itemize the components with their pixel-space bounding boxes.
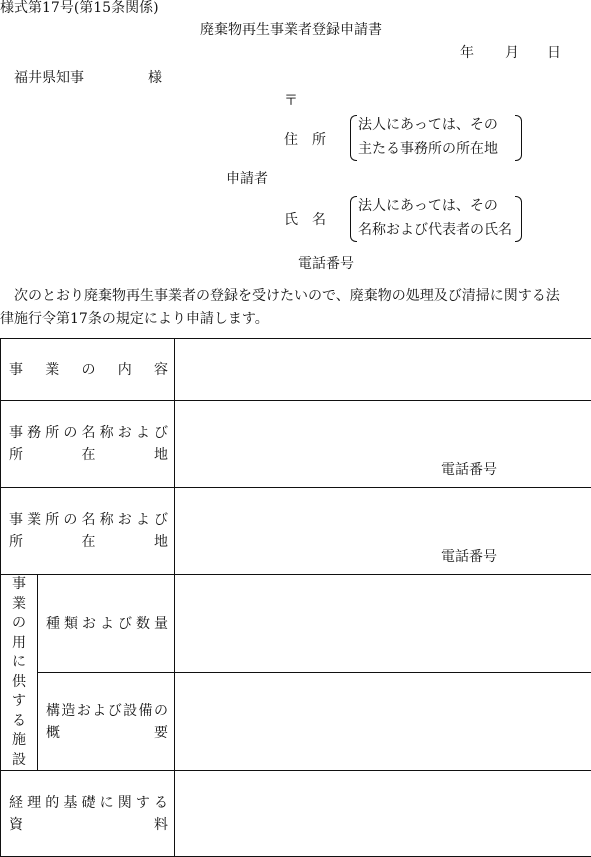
right-bracket: [515, 196, 522, 242]
left-bracket: [350, 196, 357, 242]
row-business-content: [1, 339, 591, 401]
name-note-line: 名称および代表者の氏名: [358, 222, 512, 238]
address-note-line: 主たる事務所の所在地: [358, 141, 498, 157]
addressee: 福井県知事: [14, 70, 84, 86]
document-title: 廃棄物再生事業者登録申請書: [200, 22, 382, 38]
label-line: 事 業 の 内 容: [1, 359, 174, 381]
form-number: 様式第17号(第15条関係): [0, 0, 159, 16]
row-facility-kind: [1, 575, 591, 673]
label-line: 資 料: [1, 814, 174, 836]
name-note: [350, 196, 522, 242]
address-note: [350, 115, 522, 161]
label-facility-struct: [38, 673, 175, 771]
field-business-content[interactable]: [175, 339, 591, 401]
right-bracket: [515, 115, 522, 161]
office-phone-label: 電話番号: [441, 459, 497, 479]
label-office: [1, 401, 175, 488]
request-statement: [0, 285, 591, 331]
phone-label: 電話番号: [298, 256, 354, 272]
label-line: 経 理 的 基 礎 に 関 す る: [1, 792, 174, 814]
applicant-label: 申請者: [226, 171, 268, 187]
left-bracket: [350, 115, 357, 161]
label-line: 所 在 地: [1, 531, 174, 553]
address-note-line: 法人にあっては、その: [358, 117, 498, 133]
honorific: 様: [148, 70, 162, 86]
label-facility-kind: [38, 575, 175, 673]
label-line: 事 業 所 の 名 称 お よ び: [1, 509, 174, 531]
application-table: [0, 338, 591, 857]
date-month: 月: [505, 45, 519, 61]
row-office: [1, 401, 591, 488]
field-facility-kind[interactable]: [175, 575, 591, 673]
field-facility-struct[interactable]: [175, 673, 591, 771]
row-finance: [1, 771, 591, 857]
field-office[interactable]: [175, 401, 591, 488]
statement-line: 次のとおり廃棄物再生事業者の登録を受けたいので、廃棄物の処理及び清掃に関する法: [0, 285, 591, 308]
label-business-content: [1, 339, 175, 401]
label-line: 種 類 お よ び 数 量: [38, 613, 174, 635]
field-finance[interactable]: [175, 771, 591, 857]
row-facility-struct: [1, 673, 591, 771]
field-site[interactable]: [175, 488, 591, 575]
label-line: 概 要: [38, 722, 174, 744]
address-label: 住 所: [284, 132, 326, 148]
label-site: [1, 488, 175, 575]
date-year: 年: [460, 45, 474, 61]
label-finance: [1, 771, 175, 857]
postal-mark: 〒: [284, 93, 298, 109]
name-note-line: 法人にあっては、その: [358, 198, 498, 214]
label-line: 構 造 お よ び 設 備 の: [38, 700, 174, 722]
vertical-label: 事 業 の 用 に 供 す る 施 設: [1, 575, 37, 770]
label-line: 事 務 所 の 名 称 お よ び: [1, 422, 174, 444]
label-line: 所 在 地: [1, 444, 174, 466]
statement-line: 律施行令第17条の規定により申請します。: [0, 308, 591, 331]
date-day: 日: [547, 45, 561, 61]
label-facility-group: [1, 575, 38, 771]
row-site: [1, 488, 591, 575]
site-phone-label: 電話番号: [441, 546, 497, 566]
name-label: 氏 名: [284, 212, 326, 228]
